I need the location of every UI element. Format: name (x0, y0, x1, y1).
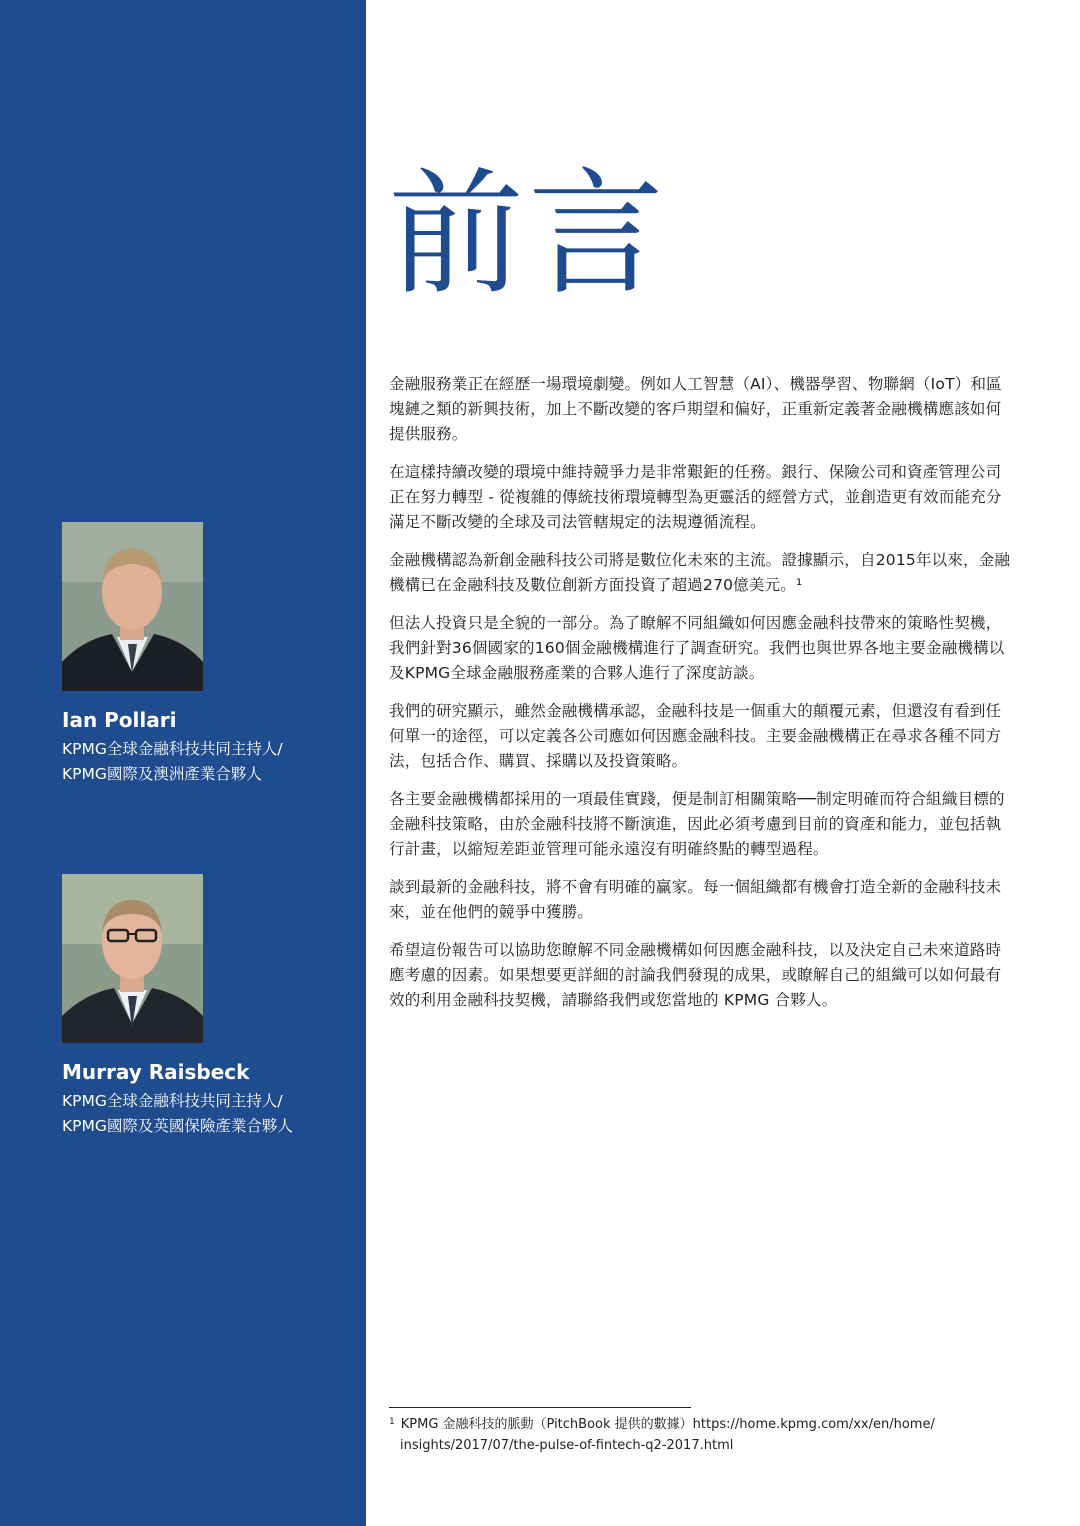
portrait-photo-icon (62, 874, 203, 1043)
footnote-text: KPMG 金融科技的脈動（PitchBook 提供的數據）https://home.kpmg.com/xx/en/home/ (400, 1417, 935, 1432)
author-name: Ian Pollari (62, 708, 177, 732)
paragraph: 在這樣持續改變的環境中維持競爭力是非常艱鉅的任務。銀行、保險公司和資產管理公司正在努力轉型 - 從複雜的傳統技術環境轉型為更靈活的經營方式，並創造更有效而能充分滿足不斷改變的全球及司法管轄規定的法規遵循流程。 (389, 463, 1002, 531)
paragraph: 但法人投資只是全貌的一部分。為了瞭解不同組織如何因應金融科技帶來的策略性契機，我們針對36個國家的160個金融機構進行了調查研究。我們也與世界各地主要金融機構以及KPMG全球金融服務產業的合夥人進行了深度訪談。 (389, 614, 1005, 682)
footnote-link[interactable]: insights/2017/07/the-pulse-of-fintech-q2-2017.html (400, 1438, 734, 1453)
author-role: KPMG全球金融科技共同主持人/ (62, 740, 283, 758)
portrait-photo-icon (62, 522, 203, 691)
paragraph: 我們的研究顯示，雖然金融機構承認，金融科技是一個重大的顛覆元素，但還沒有看到任何單一的途徑，可以定義各公司應如何因應金融科技。主要金融機構正在尋求各種不同方法，包括合作、購買、採購以及投資策略。 (389, 702, 1002, 770)
author-photo-ian-pollari (62, 522, 203, 691)
author-role: KPMG國際及澳洲產業合夥人 (62, 765, 262, 783)
paragraph: 金融機構認為新創金融科技公司將是數位化未來的主流。證據顯示，自2015年以來，金融機構已在金融科技及數位創新方面投資了超過270億美元。¹ (389, 551, 1011, 594)
sidebar-panel (0, 0, 366, 1526)
paragraph: 希望這份報告可以協助您瞭解不同金融機構如何因應金融科技，以及決定自己未來道路時應考慮的因素。如果想要更詳細的討論我們發現的成果，或瞭解自己的組織可以如何最有效的利用金融科技契機，請聯絡我們或您當地的 KPMG 合夥人。 (389, 941, 1002, 1009)
page-title: 前言 (388, 156, 668, 314)
author-role: KPMG國際及英國保險產業合夥人 (62, 1117, 293, 1135)
footnote-divider (389, 1407, 691, 1408)
footnote (389, 1412, 989, 1456)
footnote-marker: 1 (389, 1417, 395, 1427)
author-name: Murray Raisbeck (62, 1060, 250, 1084)
paragraph: 談到最新的金融科技，將不會有明確的贏家。每一個組織都有機會打造全新的金融科技未來，並在他們的競爭中獲勝。 (389, 878, 1002, 921)
paragraph: 各主要金融機構都採用的一項最佳實踐，便是制訂相關策略──制定明確而符合組織目標的金融科技策略，由於金融科技將不斷演進，因此必須考慮到目前的資產和能力，並包括執行計畫，以縮短差距並管理可能永遠沒有明確終點的轉型過程。 (389, 790, 1005, 858)
body-text (389, 372, 1015, 1026)
author-photo-murray-raisbeck (62, 874, 203, 1043)
author-role: KPMG全球金融科技共同主持人/ (62, 1092, 283, 1110)
paragraph: 金融服務業正在經歷一場環境劇變。例如人工智慧（AI）、機器學習、物聯網（IoT）和區塊鏈之類的新興技術，加上不斷改變的客戶期望和偏好，正重新定義著金融機構應該如何提供服務。 (389, 375, 1002, 443)
